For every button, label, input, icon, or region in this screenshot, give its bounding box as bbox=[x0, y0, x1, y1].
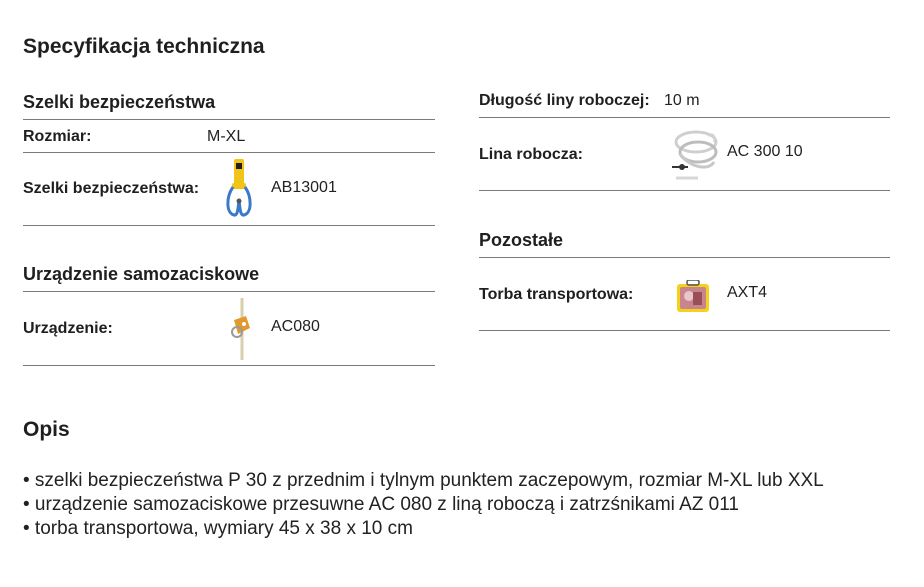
row-label-harness: Szelki bezpieczeństwa: bbox=[23, 180, 200, 197]
divider bbox=[23, 152, 435, 153]
divider bbox=[23, 291, 435, 292]
divider bbox=[23, 365, 435, 366]
row-value-device: AC080 bbox=[271, 318, 320, 335]
bag-icon bbox=[675, 280, 711, 314]
divider bbox=[23, 119, 435, 120]
rope-grab-icon bbox=[228, 298, 254, 360]
row-value-line-length: 10 m bbox=[664, 92, 700, 109]
divider bbox=[479, 190, 890, 191]
rope-icon bbox=[668, 126, 720, 180]
divider bbox=[23, 225, 435, 226]
row-label-line-length: Długość liny roboczej: bbox=[479, 92, 650, 109]
description-item: • szelki bezpieczeństwa P 30 z przednim i tylnym punktem zaczepowym, rozmiar M-XL lub XXL bbox=[23, 470, 824, 491]
description-item: • urządzenie samozaciskowe przesuwne AC 080 z liną roboczą i zatrzśnikami AZ 011 bbox=[23, 494, 739, 515]
divider bbox=[479, 330, 890, 331]
divider bbox=[479, 117, 890, 118]
section-heading-harness: Szelki bezpieczeństwa bbox=[23, 92, 216, 112]
page-title: Specyfikacja techniczna bbox=[23, 35, 265, 58]
section-heading-device: Urządzenie samozaciskowe bbox=[23, 264, 260, 284]
section-heading-other: Pozostałe bbox=[479, 230, 564, 250]
description-item: • torba transportowa, wymiary 45 x 38 x 10 cm bbox=[23, 518, 413, 539]
description-heading: Opis bbox=[23, 418, 70, 441]
row-label-size: Rozmiar: bbox=[23, 128, 92, 145]
row-value-size: M-XL bbox=[207, 128, 246, 145]
row-value-harness: AB13001 bbox=[271, 179, 337, 196]
row-value-line: AC 300 10 bbox=[727, 143, 803, 160]
row-label-device: Urządzenie: bbox=[23, 320, 113, 337]
row-label-bag: Torba transportowa: bbox=[479, 286, 634, 303]
divider bbox=[479, 257, 890, 258]
row-label-line: Lina robocza: bbox=[479, 146, 584, 163]
row-value-bag: AXT4 bbox=[727, 284, 768, 301]
harness-icon bbox=[224, 157, 254, 221]
